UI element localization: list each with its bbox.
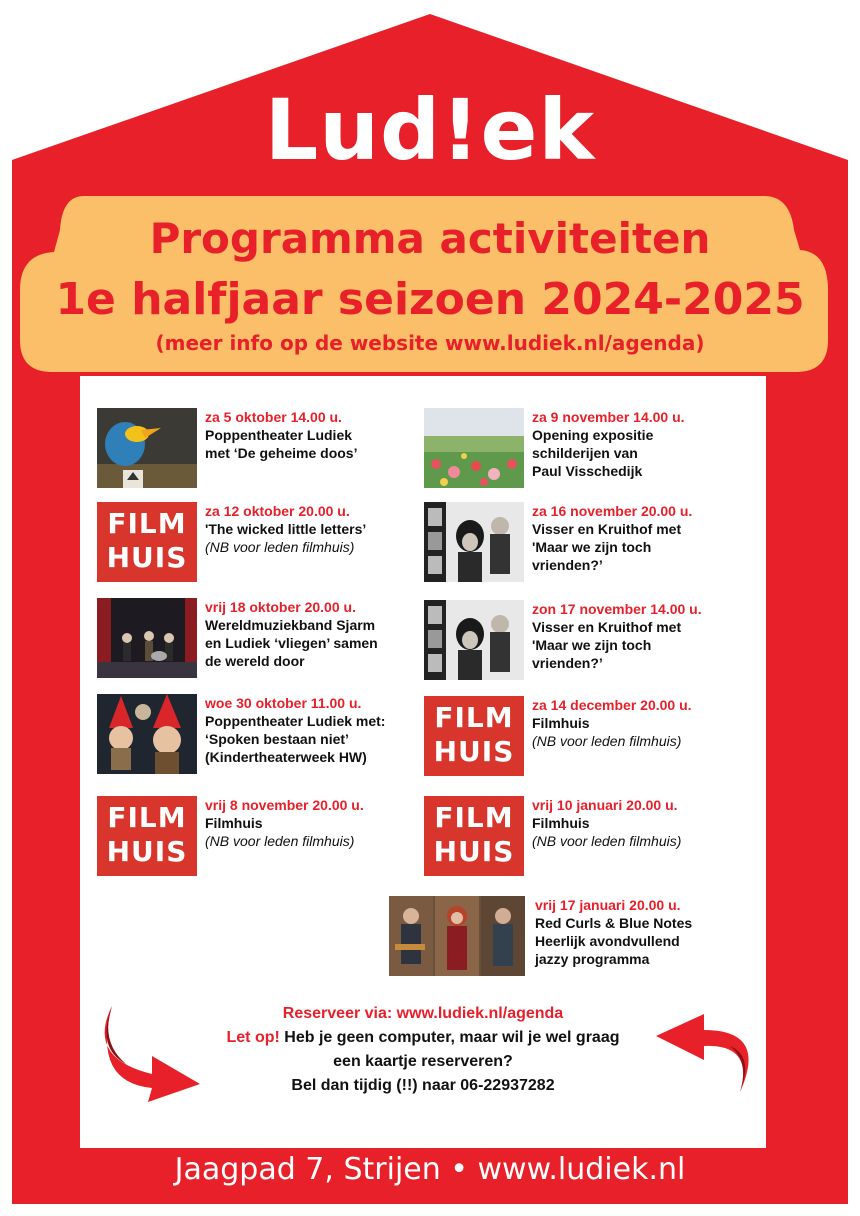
event-item [97,796,427,880]
event-date: za 14 december 20.00 u. [532,697,692,713]
event-title-line: Paul Visschedijk [532,463,643,479]
event-title-line: jazzy programma [535,951,650,967]
event-title-line: Filmhuis [205,815,263,831]
event-date: za 12 oktober 20.00 u. [205,503,350,519]
footer-address: Jaagpad 7, Strijen • www.ludiek.nl [174,1152,686,1187]
event-item [424,502,754,586]
event-date: vrij 18 oktober 20.00 u. [205,599,356,615]
filmhuis-logo-line1: FILM [434,701,514,734]
program-subtitle: (meer info op de website www.ludiek.nl/agenda) [155,331,705,355]
event-text [205,796,445,850]
event-title-line: Visser en Kruithof met [532,521,682,537]
event-text [205,502,445,556]
event-title-line: 'Maar we zijn toch [532,539,652,555]
filmhuis-logo [97,796,197,876]
filmhuis-logo-line2: HUIS [433,735,515,768]
filmhuis-logo [424,696,524,776]
event-title-line: Poppentheater Ludiek met: [205,713,386,729]
event-item [424,696,754,780]
event-title-line: vrienden?’ [532,655,603,671]
reservation-link[interactable]: Reserveer via: www.ludiek.nl/agenda [282,1005,564,1022]
reservation-text-1: Heb je geen computer, maar wil je wel graag [279,1029,620,1046]
duo-bw-photo [424,502,524,582]
event-title-line: schilderijen van [532,445,638,461]
event-title-line: vrienden?’ [532,557,603,573]
reservation-phone: Bel dan tijdig (!!) naar 06-22937282 [291,1077,555,1094]
event-date: za 16 november 20.00 u. [532,503,693,519]
duo-bw-photo [424,600,524,680]
event-item [97,408,427,492]
event-item [97,694,427,778]
event-item [97,502,427,586]
event-title-line: Red Curls & Blue Notes [535,915,693,931]
flower-painting [424,408,524,488]
filmhuis-logo-line1: FILM [434,801,514,834]
program-title-line1: Programma activiteiten [149,214,711,263]
event-title-line: Opening expositie [532,427,654,443]
jazz-trio-photo [389,896,525,976]
event-note: (NB voor leden filmhuis) [205,833,355,849]
event-text [532,796,772,850]
event-date: vrij 17 januari 20.00 u. [535,897,681,913]
event-date: za 5 oktober 14.00 u. [205,409,342,425]
reservation-text-2: een kaartje reserveren? [333,1053,513,1070]
warning-label: Let op! [226,1029,280,1046]
filmhuis-logo [424,796,524,876]
event-title-line: 'The wicked little letters’ [205,521,367,537]
event-title-line: en Ludiek ‘vliegen’ samen [205,635,378,651]
event-item [424,408,754,492]
event-item [424,796,754,880]
event-item [424,600,754,684]
event-title-line: Filmhuis [532,715,590,731]
filmhuis-logo [97,502,197,582]
gnome-puppets-photo [97,694,197,774]
band-stage-photo [97,598,197,678]
event-text [205,598,445,670]
event-text [532,600,772,672]
filmhuis-logo-line1: FILM [107,801,187,834]
event-text [535,896,775,968]
event-title-line: Poppentheater Ludiek [205,427,353,443]
reservation-info [80,1002,766,1098]
event-text [205,408,445,462]
event-note: (NB voor leden filmhuis) [532,733,682,749]
event-date: woe 30 oktober 11.00 u. [205,695,362,711]
event-text [532,408,772,480]
event-title-line: Heerlijk avondvullend [535,933,680,949]
event-text [205,694,445,766]
event-date: zon 17 november 14.00 u. [532,601,702,617]
event-date: vrij 10 januari 20.00 u. [532,797,678,813]
event-title-line: Filmhuis [532,815,590,831]
event-item [97,598,427,682]
event-note: (NB voor leden filmhuis) [205,539,355,555]
event-date: za 9 november 14.00 u. [532,409,685,425]
filmhuis-logo-line2: HUIS [433,835,515,868]
filmhuis-logo-line2: HUIS [106,541,188,574]
filmhuis-logo-line2: HUIS [106,835,188,868]
event-title-line: de wereld door [205,653,305,669]
event-text [532,696,772,750]
event-title-line: Wereldmuziekband Sjarm [205,617,376,633]
event-title-line: ‘Spoken bestaan niet’ [205,731,349,747]
event-note: (NB voor leden filmhuis) [532,833,682,849]
ludiek-logo: Lud!ek [264,81,596,179]
puppet-bird-photo [97,408,197,488]
filmhuis-logo-line1: FILM [107,507,187,540]
event-title-line: met ‘De geheime doos’ [205,445,358,461]
event-item [389,896,719,980]
event-title-line: 'Maar we zijn toch [532,637,652,653]
event-title-line: (Kindertheaterweek HW) [205,749,367,765]
program-title-line2: 1e halfjaar seizoen 2024-2025 [55,274,805,325]
event-text [532,502,772,574]
event-title-line: Visser en Kruithof met [532,619,682,635]
event-date: vrij 8 november 20.00 u. [205,797,364,813]
